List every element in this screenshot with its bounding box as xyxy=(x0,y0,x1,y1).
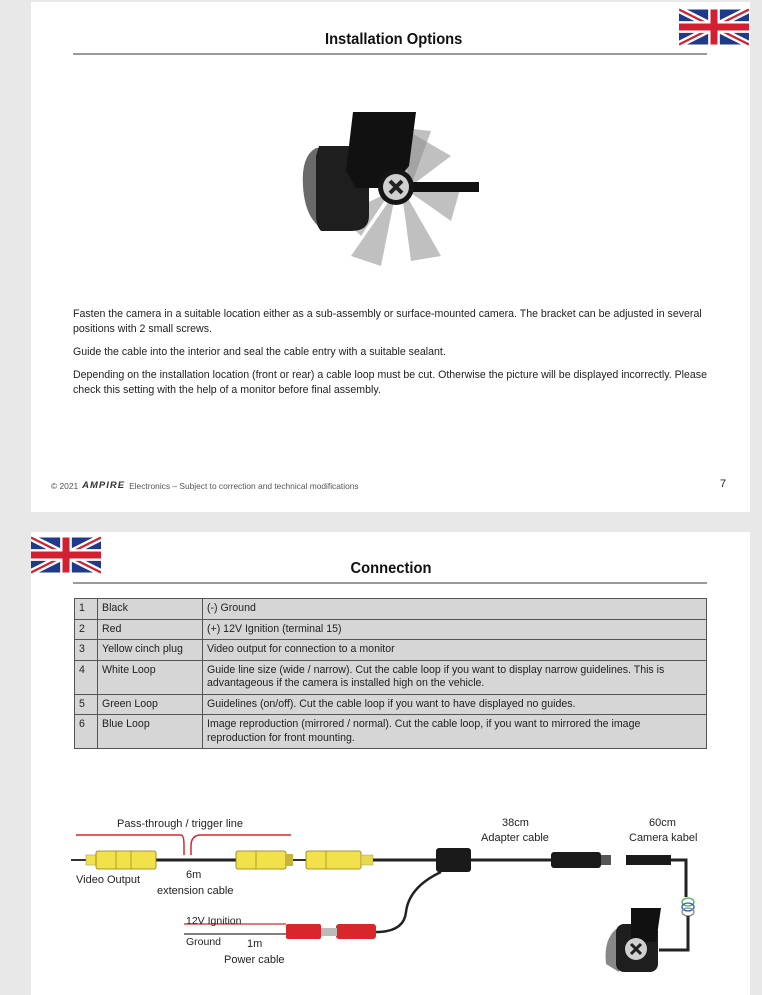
camera-bracket-illustration xyxy=(291,106,491,276)
cable-description: (-) Ground xyxy=(203,599,707,620)
cable-name: Blue Loop xyxy=(98,715,203,749)
cable-name: White Loop xyxy=(98,660,203,694)
row-number: 5 xyxy=(75,694,98,715)
uk-flag-icon xyxy=(679,8,749,46)
camera-name-label: Camera kabel xyxy=(629,832,698,844)
row-number: 1 xyxy=(75,599,98,620)
copyright: © 2021 xyxy=(51,480,79,491)
pass-through-label: Pass-through / trigger line xyxy=(117,818,243,830)
adapter-hub-icon xyxy=(436,848,471,872)
page-installation-options xyxy=(31,2,750,512)
cable-name: Black xyxy=(98,599,203,620)
camera-head-icon xyxy=(606,908,661,972)
rca-plug-left-icon xyxy=(86,851,156,869)
rca-plug-middle-icon xyxy=(236,851,293,869)
title-rule xyxy=(73,53,707,55)
power-length-label: 1m xyxy=(247,938,263,950)
ground-label: Ground xyxy=(186,936,222,948)
cable-name: Green Loop xyxy=(98,694,203,715)
page-footer xyxy=(51,480,359,491)
extension-length-label: 6m xyxy=(186,869,202,881)
brand-logo: AMPIRE xyxy=(82,480,126,491)
cable-description: Guide line size (wide / narrow). Cut the cable loop if you want to display narrow guidelines. This is advantageous if the camera is installed high on the vehicle. xyxy=(203,660,707,694)
ignition-label: 12V Ignition xyxy=(186,915,242,927)
page-title: Connection xyxy=(350,560,432,577)
power-name-label: Power cable xyxy=(224,954,285,966)
cable-name: Yellow cinch plug xyxy=(98,640,203,661)
row-number: 6 xyxy=(75,715,98,749)
adapter-length-label: 38cm xyxy=(502,817,529,829)
rca-plug-right-icon xyxy=(306,851,373,869)
adapter-connector-icon xyxy=(551,852,601,868)
cable-description: Video output for connection to a monitor xyxy=(203,640,707,661)
camera-cable xyxy=(671,860,686,897)
paragraph-2: Guide the cable into the interior and seal the cable entry with a suitable sealant. xyxy=(73,346,446,358)
row-number: 3 xyxy=(75,640,98,661)
page-title: Installation Options xyxy=(324,31,463,48)
cable-name: Red xyxy=(98,619,203,640)
extension-name-label: extension cable xyxy=(157,885,234,897)
adapter-name-label: Adapter cable xyxy=(481,832,549,844)
cable-description: (+) 12V Ignition (terminal 15) xyxy=(203,619,707,640)
camera-length-label: 60cm xyxy=(649,817,676,829)
footer-text: Electronics – Subject to correction and technical modifications xyxy=(129,480,359,491)
row-number: 2 xyxy=(75,619,98,640)
page-connection xyxy=(31,532,750,995)
cable-description: Guidelines (on/off). Cut the cable loop if you want to have displayed no guides. xyxy=(203,694,707,715)
video-output-label: Video Output xyxy=(76,874,141,886)
cable-description: Image reproduction (mirrored / normal). Cut the cable loop, if you want to mirrored the image reproduction for front mounting. xyxy=(203,715,707,749)
paragraph-1: Fasten the camera in a suitable location either as a sub-assembly or surface-mounted camera. The bracket can be adjusted in several positions with 2 small screws. xyxy=(73,308,702,335)
paragraph-3: Depending on the installation location (front or rear) a cable loop must be cut. Otherwise the picture will be displayed incorrectly. Please check this setting with the help of a monitor before final assembly. xyxy=(73,369,707,396)
page-number: 7 xyxy=(720,478,727,490)
wiring-diagram xyxy=(31,532,750,995)
power-branch-cable xyxy=(376,872,441,932)
row-number: 4 xyxy=(75,660,98,694)
power-connector-icon xyxy=(336,924,376,939)
